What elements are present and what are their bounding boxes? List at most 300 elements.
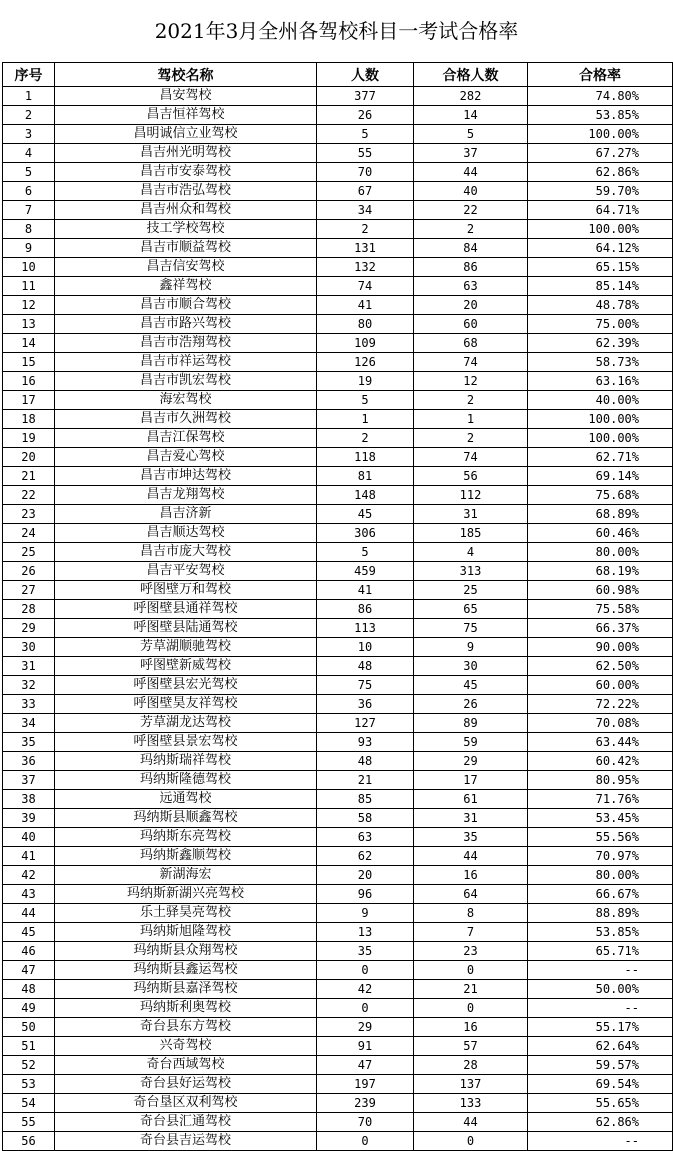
- cell-count: 67: [317, 182, 414, 201]
- cell-passed-count: 14: [414, 106, 528, 125]
- header-pass-rate: 合格率: [528, 63, 673, 87]
- cell-passed-count: 44: [414, 847, 528, 866]
- cell-serial: 52: [3, 1056, 55, 1075]
- cell-passed-count: 4: [414, 543, 528, 562]
- table-row: [3, 904, 673, 923]
- cell-pass-rate: 65.15%: [528, 258, 673, 277]
- cell-passed-count: 0: [414, 961, 528, 980]
- cell-pass-rate: 100.00%: [528, 220, 673, 239]
- cell-school-name: 昌吉市久洲驾校: [55, 410, 317, 429]
- cell-count: 86: [317, 600, 414, 619]
- cell-serial: 35: [3, 733, 55, 752]
- cell-passed-count: 16: [414, 1018, 528, 1037]
- cell-school-name: 昌吉市浩翔驾校: [55, 334, 317, 353]
- cell-school-name: 昌吉市安泰驾校: [55, 163, 317, 182]
- cell-pass-rate: 100.00%: [528, 410, 673, 429]
- cell-school-name: 玛纳斯旭隆驾校: [55, 923, 317, 942]
- cell-pass-rate: 53.45%: [528, 809, 673, 828]
- cell-pass-rate: 75.00%: [528, 315, 673, 334]
- table-row: [3, 163, 673, 182]
- cell-passed-count: 37: [414, 144, 528, 163]
- cell-count: 0: [317, 961, 414, 980]
- cell-serial: 23: [3, 505, 55, 524]
- cell-count: 148: [317, 486, 414, 505]
- cell-passed-count: 86: [414, 258, 528, 277]
- cell-serial: 41: [3, 847, 55, 866]
- cell-school-name: 昌吉市凯宏驾校: [55, 372, 317, 391]
- cell-serial: 50: [3, 1018, 55, 1037]
- cell-count: 55: [317, 144, 414, 163]
- cell-pass-rate: 80.00%: [528, 543, 673, 562]
- cell-serial: 36: [3, 752, 55, 771]
- cell-pass-rate: 62.39%: [528, 334, 673, 353]
- cell-count: 35: [317, 942, 414, 961]
- cell-school-name: 呼图壁县景宏驾校: [55, 733, 317, 752]
- cell-serial: 15: [3, 353, 55, 372]
- table-row: [3, 220, 673, 239]
- cell-school-name: 昌吉市顺益驾校: [55, 239, 317, 258]
- cell-school-name: 玛纳斯瑞祥驾校: [55, 752, 317, 771]
- cell-serial: 13: [3, 315, 55, 334]
- cell-school-name: 呼图壁县陆通驾校: [55, 619, 317, 638]
- cell-count: 5: [317, 391, 414, 410]
- cell-school-name: 玛纳斯利奥驾校: [55, 999, 317, 1018]
- cell-passed-count: 7: [414, 923, 528, 942]
- table-row: [3, 486, 673, 505]
- cell-school-name: 呼图壁县通祥驾校: [55, 600, 317, 619]
- cell-serial: 34: [3, 714, 55, 733]
- cell-serial: 49: [3, 999, 55, 1018]
- cell-passed-count: 0: [414, 999, 528, 1018]
- cell-pass-rate: 60.98%: [528, 581, 673, 600]
- cell-passed-count: 9: [414, 638, 528, 657]
- cell-count: 0: [317, 1132, 414, 1151]
- cell-serial: 21: [3, 467, 55, 486]
- cell-passed-count: 25: [414, 581, 528, 600]
- cell-passed-count: 26: [414, 695, 528, 714]
- cell-passed-count: 282: [414, 87, 528, 106]
- cell-count: 81: [317, 467, 414, 486]
- table-row: [3, 258, 673, 277]
- cell-count: 5: [317, 125, 414, 144]
- cell-passed-count: 31: [414, 809, 528, 828]
- cell-count: 45: [317, 505, 414, 524]
- cell-school-name: 昌吉平安驾校: [55, 562, 317, 581]
- cell-passed-count: 185: [414, 524, 528, 543]
- table-row: [3, 733, 673, 752]
- cell-serial: 24: [3, 524, 55, 543]
- cell-count: 75: [317, 676, 414, 695]
- cell-passed-count: 21: [414, 980, 528, 999]
- cell-serial: 2: [3, 106, 55, 125]
- cell-pass-rate: 74.80%: [528, 87, 673, 106]
- table-row: [3, 600, 673, 619]
- cell-pass-rate: 53.85%: [528, 106, 673, 125]
- cell-serial: 10: [3, 258, 55, 277]
- table-header-row: [3, 63, 673, 87]
- cell-school-name: 昌吉信安驾校: [55, 258, 317, 277]
- cell-pass-rate: 64.71%: [528, 201, 673, 220]
- table-row: [3, 828, 673, 847]
- pass-rate-table: [2, 62, 673, 1151]
- cell-passed-count: 89: [414, 714, 528, 733]
- cell-serial: 40: [3, 828, 55, 847]
- cell-passed-count: 17: [414, 771, 528, 790]
- cell-serial: 19: [3, 429, 55, 448]
- cell-school-name: 兴奇驾校: [55, 1037, 317, 1056]
- cell-serial: 54: [3, 1094, 55, 1113]
- table-row: [3, 1132, 673, 1151]
- cell-pass-rate: 67.27%: [528, 144, 673, 163]
- cell-count: 109: [317, 334, 414, 353]
- table-row: [3, 581, 673, 600]
- cell-passed-count: 31: [414, 505, 528, 524]
- cell-count: 118: [317, 448, 414, 467]
- table-row: [3, 638, 673, 657]
- table-row: [3, 885, 673, 904]
- table-row: [3, 125, 673, 144]
- cell-serial: 1: [3, 87, 55, 106]
- cell-serial: 46: [3, 942, 55, 961]
- cell-passed-count: 44: [414, 163, 528, 182]
- cell-passed-count: 12: [414, 372, 528, 391]
- table-row: [3, 353, 673, 372]
- cell-count: 2: [317, 429, 414, 448]
- cell-pass-rate: --: [528, 961, 673, 980]
- table-row: [3, 448, 673, 467]
- cell-serial: 16: [3, 372, 55, 391]
- table-row: [3, 524, 673, 543]
- cell-count: 127: [317, 714, 414, 733]
- cell-pass-rate: 59.57%: [528, 1056, 673, 1075]
- table-row: [3, 961, 673, 980]
- cell-serial: 18: [3, 410, 55, 429]
- header-school-name: 驾校名称: [55, 63, 317, 87]
- cell-count: 74: [317, 277, 414, 296]
- table-row: [3, 1056, 673, 1075]
- cell-pass-rate: 88.89%: [528, 904, 673, 923]
- table-row: [3, 866, 673, 885]
- cell-school-name: 乐土驿昊亮驾校: [55, 904, 317, 923]
- table-row: [3, 315, 673, 334]
- cell-school-name: 鑫祥驾校: [55, 277, 317, 296]
- cell-pass-rate: 70.97%: [528, 847, 673, 866]
- cell-school-name: 奇台垦区双利驾校: [55, 1094, 317, 1113]
- cell-pass-rate: 55.65%: [528, 1094, 673, 1113]
- cell-serial: 38: [3, 790, 55, 809]
- cell-school-name: 技工学校驾校: [55, 220, 317, 239]
- cell-count: 36: [317, 695, 414, 714]
- cell-serial: 39: [3, 809, 55, 828]
- cell-school-name: 昌吉市坤达驾校: [55, 467, 317, 486]
- table-row: [3, 847, 673, 866]
- cell-pass-rate: 69.14%: [528, 467, 673, 486]
- cell-pass-rate: 69.54%: [528, 1075, 673, 1094]
- cell-school-name: 昌吉市路兴驾校: [55, 315, 317, 334]
- cell-school-name: 玛纳斯县众翔驾校: [55, 942, 317, 961]
- table-row: [3, 999, 673, 1018]
- cell-pass-rate: 70.08%: [528, 714, 673, 733]
- table-row: [3, 771, 673, 790]
- cell-pass-rate: 72.22%: [528, 695, 673, 714]
- cell-pass-rate: 66.37%: [528, 619, 673, 638]
- cell-pass-rate: 64.12%: [528, 239, 673, 258]
- cell-serial: 17: [3, 391, 55, 410]
- table-row: [3, 714, 673, 733]
- cell-passed-count: 2: [414, 429, 528, 448]
- cell-count: 93: [317, 733, 414, 752]
- table-row: [3, 410, 673, 429]
- cell-school-name: 呼图壁万和驾校: [55, 581, 317, 600]
- cell-serial: 28: [3, 600, 55, 619]
- cell-serial: 25: [3, 543, 55, 562]
- cell-school-name: 昌吉市浩弘驾校: [55, 182, 317, 201]
- cell-count: 113: [317, 619, 414, 638]
- cell-passed-count: 57: [414, 1037, 528, 1056]
- cell-pass-rate: 75.58%: [528, 600, 673, 619]
- cell-pass-rate: 60.46%: [528, 524, 673, 543]
- cell-pass-rate: 53.85%: [528, 923, 673, 942]
- cell-school-name: 奇台西域驾校: [55, 1056, 317, 1075]
- cell-serial: 4: [3, 144, 55, 163]
- cell-serial: 5: [3, 163, 55, 182]
- cell-school-name: 奇台县吉运驾校: [55, 1132, 317, 1151]
- cell-pass-rate: 62.86%: [528, 163, 673, 182]
- cell-passed-count: 22: [414, 201, 528, 220]
- cell-serial: 53: [3, 1075, 55, 1094]
- table-row: [3, 106, 673, 125]
- cell-school-name: 呼图壁新威驾校: [55, 657, 317, 676]
- table-row: [3, 790, 673, 809]
- cell-school-name: 芳草湖顺驰驾校: [55, 638, 317, 657]
- cell-pass-rate: 63.16%: [528, 372, 673, 391]
- cell-pass-rate: 63.44%: [528, 733, 673, 752]
- cell-count: 70: [317, 163, 414, 182]
- cell-passed-count: 61: [414, 790, 528, 809]
- cell-school-name: 昌吉市顺合驾校: [55, 296, 317, 315]
- cell-school-name: 玛纳斯新湖兴亮驾校: [55, 885, 317, 904]
- table-row: [3, 334, 673, 353]
- page-title: 2021年3月全州各驾校科目一考试合格率: [154, 19, 519, 43]
- cell-school-name: 奇台县汇通驾校: [55, 1113, 317, 1132]
- cell-pass-rate: 59.70%: [528, 182, 673, 201]
- cell-serial: 8: [3, 220, 55, 239]
- cell-serial: 27: [3, 581, 55, 600]
- cell-pass-rate: 62.86%: [528, 1113, 673, 1132]
- cell-serial: 56: [3, 1132, 55, 1151]
- cell-school-name: 玛纳斯鑫顺驾校: [55, 847, 317, 866]
- header-passed-count: 合格人数: [414, 63, 528, 87]
- cell-serial: 7: [3, 201, 55, 220]
- cell-school-name: 昌吉市祥运驾校: [55, 353, 317, 372]
- cell-count: 239: [317, 1094, 414, 1113]
- cell-school-name: 新湖海宏: [55, 866, 317, 885]
- cell-serial: 33: [3, 695, 55, 714]
- cell-serial: 30: [3, 638, 55, 657]
- header-count: 人数: [317, 63, 414, 87]
- cell-school-name: 奇台县东方驾校: [55, 1018, 317, 1037]
- table-row: [3, 87, 673, 106]
- cell-serial: 51: [3, 1037, 55, 1056]
- cell-passed-count: 29: [414, 752, 528, 771]
- cell-school-name: 远通驾校: [55, 790, 317, 809]
- table-row: [3, 942, 673, 961]
- cell-serial: 31: [3, 657, 55, 676]
- cell-serial: 9: [3, 239, 55, 258]
- cell-school-name: 昌安驾校: [55, 87, 317, 106]
- table-row: [3, 505, 673, 524]
- table-row: [3, 1037, 673, 1056]
- cell-school-name: 昌吉州光明驾校: [55, 144, 317, 163]
- table-row: [3, 752, 673, 771]
- cell-pass-rate: 90.00%: [528, 638, 673, 657]
- cell-passed-count: 68: [414, 334, 528, 353]
- cell-passed-count: 30: [414, 657, 528, 676]
- cell-passed-count: 20: [414, 296, 528, 315]
- cell-school-name: 昌吉顺达驾校: [55, 524, 317, 543]
- cell-serial: 48: [3, 980, 55, 999]
- cell-count: 41: [317, 581, 414, 600]
- cell-pass-rate: 55.56%: [528, 828, 673, 847]
- cell-count: 48: [317, 752, 414, 771]
- table-row: [3, 695, 673, 714]
- cell-passed-count: 2: [414, 391, 528, 410]
- cell-count: 42: [317, 980, 414, 999]
- cell-pass-rate: 66.67%: [528, 885, 673, 904]
- cell-pass-rate: 50.00%: [528, 980, 673, 999]
- cell-school-name: 昌吉州众和驾校: [55, 201, 317, 220]
- cell-passed-count: 23: [414, 942, 528, 961]
- table-row: [3, 429, 673, 448]
- cell-school-name: 昌吉龙翔驾校: [55, 486, 317, 505]
- cell-count: 197: [317, 1075, 414, 1094]
- table-row: [3, 1113, 673, 1132]
- cell-count: 58: [317, 809, 414, 828]
- cell-pass-rate: 62.71%: [528, 448, 673, 467]
- cell-count: 96: [317, 885, 414, 904]
- cell-school-name: 昌明诚信立业驾校: [55, 125, 317, 144]
- cell-pass-rate: 80.95%: [528, 771, 673, 790]
- table-row: [3, 372, 673, 391]
- cell-serial: 37: [3, 771, 55, 790]
- cell-passed-count: 0: [414, 1132, 528, 1151]
- cell-serial: 44: [3, 904, 55, 923]
- cell-serial: 20: [3, 448, 55, 467]
- cell-passed-count: 84: [414, 239, 528, 258]
- cell-pass-rate: --: [528, 1132, 673, 1151]
- cell-school-name: 昌吉济新: [55, 505, 317, 524]
- cell-count: 10: [317, 638, 414, 657]
- cell-count: 19: [317, 372, 414, 391]
- cell-serial: 6: [3, 182, 55, 201]
- cell-school-name: 玛纳斯东亮驾校: [55, 828, 317, 847]
- cell-passed-count: 75: [414, 619, 528, 638]
- cell-count: 41: [317, 296, 414, 315]
- cell-passed-count: 40: [414, 182, 528, 201]
- table-row: [3, 239, 673, 258]
- cell-serial: 14: [3, 334, 55, 353]
- table-row: [3, 980, 673, 999]
- cell-count: 70: [317, 1113, 414, 1132]
- cell-pass-rate: 40.00%: [528, 391, 673, 410]
- cell-passed-count: 16: [414, 866, 528, 885]
- table-row: [3, 809, 673, 828]
- cell-count: 13: [317, 923, 414, 942]
- cell-count: 47: [317, 1056, 414, 1075]
- cell-pass-rate: 55.17%: [528, 1018, 673, 1037]
- cell-serial: 29: [3, 619, 55, 638]
- cell-serial: 12: [3, 296, 55, 315]
- cell-passed-count: 1: [414, 410, 528, 429]
- cell-school-name: 玛纳斯县顺鑫驾校: [55, 809, 317, 828]
- table-row: [3, 1018, 673, 1037]
- cell-count: 132: [317, 258, 414, 277]
- cell-school-name: 海宏驾校: [55, 391, 317, 410]
- cell-school-name: 呼图壁昊友祥驾校: [55, 695, 317, 714]
- table-row: [3, 1094, 673, 1113]
- cell-serial: 32: [3, 676, 55, 695]
- table-row: [3, 676, 673, 695]
- cell-serial: 42: [3, 866, 55, 885]
- cell-school-name: 玛纳斯县鑫运驾校: [55, 961, 317, 980]
- cell-passed-count: 137: [414, 1075, 528, 1094]
- cell-pass-rate: 100.00%: [528, 429, 673, 448]
- cell-serial: 11: [3, 277, 55, 296]
- cell-count: 48: [317, 657, 414, 676]
- cell-pass-rate: 58.73%: [528, 353, 673, 372]
- table-body: [3, 87, 673, 1151]
- cell-serial: 3: [3, 125, 55, 144]
- cell-passed-count: 8: [414, 904, 528, 923]
- cell-count: 5: [317, 543, 414, 562]
- table-row: [3, 657, 673, 676]
- cell-serial: 55: [3, 1113, 55, 1132]
- cell-passed-count: 74: [414, 448, 528, 467]
- table-row: [3, 182, 673, 201]
- cell-pass-rate: 62.50%: [528, 657, 673, 676]
- cell-pass-rate: 62.64%: [528, 1037, 673, 1056]
- cell-pass-rate: --: [528, 999, 673, 1018]
- cell-passed-count: 2: [414, 220, 528, 239]
- cell-pass-rate: 71.76%: [528, 790, 673, 809]
- table-row: [3, 391, 673, 410]
- cell-pass-rate: 68.19%: [528, 562, 673, 581]
- cell-count: 63: [317, 828, 414, 847]
- cell-count: 85: [317, 790, 414, 809]
- cell-count: 26: [317, 106, 414, 125]
- table-row: [3, 296, 673, 315]
- cell-passed-count: 44: [414, 1113, 528, 1132]
- table-row: [3, 144, 673, 163]
- cell-count: 131: [317, 239, 414, 258]
- cell-pass-rate: 65.71%: [528, 942, 673, 961]
- table-row: [3, 1075, 673, 1094]
- table-row: [3, 467, 673, 486]
- cell-school-name: 昌吉市庞大驾校: [55, 543, 317, 562]
- cell-school-name: 呼图壁县宏光驾校: [55, 676, 317, 695]
- cell-count: 34: [317, 201, 414, 220]
- cell-count: 2: [317, 220, 414, 239]
- cell-count: 91: [317, 1037, 414, 1056]
- cell-count: 62: [317, 847, 414, 866]
- cell-passed-count: 74: [414, 353, 528, 372]
- cell-school-name: 玛纳斯县嘉泽驾校: [55, 980, 317, 999]
- cell-serial: 47: [3, 961, 55, 980]
- cell-passed-count: 59: [414, 733, 528, 752]
- cell-count: 29: [317, 1018, 414, 1037]
- cell-pass-rate: 60.42%: [528, 752, 673, 771]
- cell-serial: 26: [3, 562, 55, 581]
